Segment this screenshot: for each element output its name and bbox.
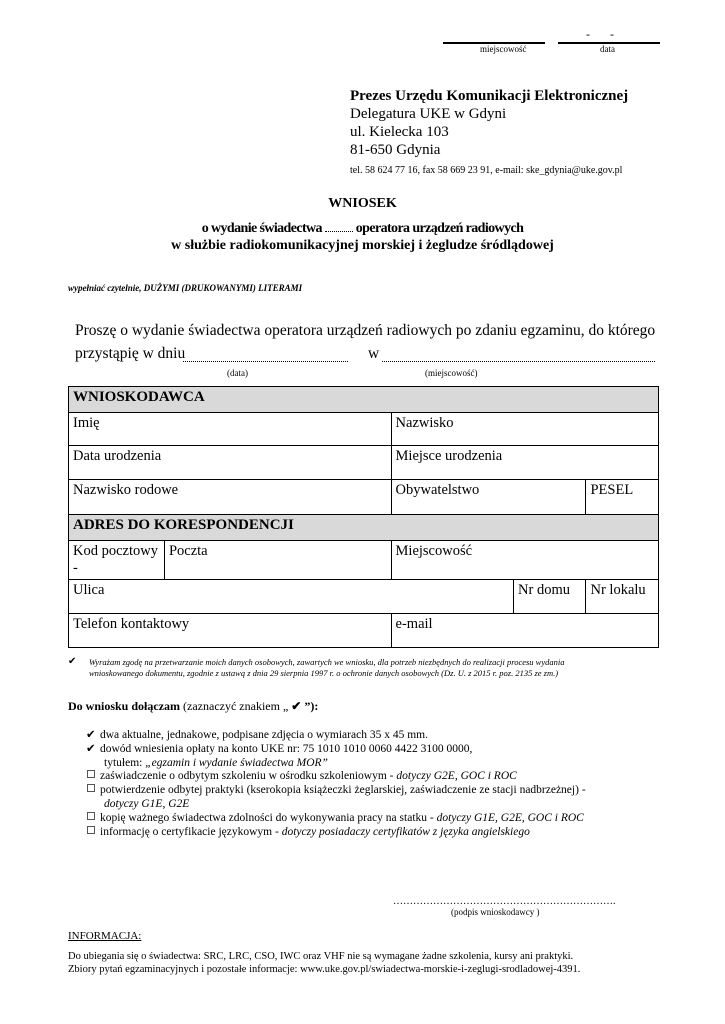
birth-place-label: Miejsce urodzenia bbox=[395, 448, 503, 464]
attachment-item-fitness[interactable] bbox=[86, 812, 666, 826]
page-title: WNIOSEK bbox=[328, 196, 397, 211]
addressee-contact: tel. 58 624 77 16, fax 58 669 23 91, e-mail: ske_gdynia@uke.gov.pl bbox=[350, 165, 623, 176]
family-name-field[interactable] bbox=[69, 480, 392, 515]
phone-label: Telefon kontaktowy bbox=[73, 616, 190, 632]
birth-place-field[interactable] bbox=[391, 446, 658, 480]
exam-place-caption: (miejscowość) bbox=[425, 368, 478, 378]
checkmark-icon[interactable]: ✔ bbox=[86, 729, 96, 741]
info-text bbox=[68, 950, 580, 976]
street-label: Ulica bbox=[73, 582, 105, 598]
flat-no-field[interactable] bbox=[586, 580, 659, 614]
exam-place-field[interactable] bbox=[382, 347, 655, 362]
checkbox-icon[interactable] bbox=[87, 812, 95, 820]
birth-date-field[interactable] bbox=[69, 446, 392, 480]
request-line-1: Proszę o wydanie świadectwa operatora urządzeń radiowych po zdaniu egzaminu, do którego bbox=[75, 322, 656, 339]
payment-title-label: tytułem: bbox=[104, 756, 146, 769]
request-line-2-a: przystąpię w dniu bbox=[75, 345, 186, 362]
addressee-line-1: Prezes Urzędu Komunikacji Elektronicznej bbox=[350, 88, 629, 104]
attachments-heading-end: ”): bbox=[301, 699, 319, 713]
attachment-item-training-note: dotyczy G2E, GOC i ROC bbox=[396, 770, 517, 783]
title-line-1 bbox=[0, 221, 725, 237]
checkbox-icon[interactable] bbox=[87, 826, 95, 834]
attachment-item-payment-title bbox=[86, 757, 666, 771]
pesel-field[interactable] bbox=[586, 480, 659, 515]
attachment-item-language-text: informację o certyfikacie językowym - bbox=[100, 825, 282, 838]
title-line-1a: o wydanie świadectwa bbox=[201, 221, 322, 236]
family-name-label: Nazwisko rodowe bbox=[73, 482, 179, 498]
checkmark-icon: ✔ bbox=[291, 699, 302, 713]
birth-date-label: Data urodzenia bbox=[73, 448, 162, 464]
postal-code-dash: - bbox=[73, 560, 78, 576]
title-line-2: w służbie radiokomunikacyjnej morskiej i żegludze śródlądowej bbox=[171, 238, 554, 253]
info-heading: INFORMACJA: bbox=[68, 930, 142, 942]
place-label: miejscowość bbox=[480, 44, 527, 54]
date-separator-1: - bbox=[586, 27, 590, 41]
attachment-item-language-note: dotyczy posiadaczy certyfikatów z języka angielskiego bbox=[281, 825, 530, 838]
signature-caption: (podpis wnioskodawcy ) bbox=[451, 907, 540, 917]
last-name-field[interactable] bbox=[391, 413, 658, 446]
citizenship-label: Obywatelstwo bbox=[395, 482, 480, 498]
attachment-item-photos[interactable] bbox=[86, 729, 666, 743]
attachment-item-fitness-note: dotyczy G1E, G2E, GOC i ROC bbox=[436, 811, 584, 824]
consent-line-1: Wyrażam zgodę na przetwarzanie moich danych osobowych, zawartych we wniosku, dla potrzeb niezbędnych do realizacji procesu wydania bbox=[89, 657, 565, 667]
postal-code-label: Kod pocztowy bbox=[73, 543, 158, 559]
attachments-heading bbox=[68, 699, 318, 714]
payment-title-value: „egzamin i wydanie świadectwa MOR” bbox=[145, 756, 328, 769]
post-office-label: Poczta bbox=[168, 543, 208, 559]
attachment-item-training-text: zaświadczenie o odbytym szkoleniu w ośrodku szkoleniowym - bbox=[100, 770, 397, 783]
postal-code-field[interactable] bbox=[69, 541, 165, 580]
request-line-2-b: w bbox=[368, 345, 380, 362]
attachment-item-practice-text: potwierdzenie odbytej praktyki (kserokopia książeczki żeglarskiej, zaświadczenie ze stacji nadbrzeżnej) - bbox=[100, 784, 586, 797]
attachments-list bbox=[86, 729, 666, 839]
house-no-field[interactable] bbox=[514, 580, 586, 614]
first-name-field[interactable] bbox=[69, 413, 392, 446]
email-field[interactable] bbox=[391, 614, 658, 648]
info-line-2: Zbiory pytań egzaminacyjnych i pozostałe informacje: www.uke.gov.pl/swiadectwa-morskie-i-zeglugi-srodladowej-4391. bbox=[68, 964, 581, 975]
applicant-form bbox=[68, 386, 659, 648]
applicant-section-header: WNIOSKODAWCA bbox=[69, 387, 659, 413]
checkbox-icon[interactable] bbox=[87, 784, 95, 792]
consent-text bbox=[89, 657, 659, 679]
addressee-line-3: ul. Kielecka 103 bbox=[350, 124, 449, 140]
address-section-header: ADRES DO KORESPONDENCJI bbox=[69, 515, 659, 541]
addressee-block bbox=[350, 87, 628, 180]
last-name-label: Nazwisko bbox=[395, 415, 454, 431]
addressee-line-4: 81-650 Gdynia bbox=[350, 142, 441, 158]
post-office-field[interactable] bbox=[164, 541, 391, 580]
attachment-item-practice-note: dotyczy G1E, G2E bbox=[104, 797, 190, 810]
checkbox-icon[interactable] bbox=[87, 770, 95, 778]
checkmark-icon[interactable]: ✔ bbox=[86, 742, 96, 755]
email-label: e-mail bbox=[395, 616, 433, 632]
date-separator-2: - bbox=[610, 27, 614, 41]
addressee-line-2: Delegatura UKE w Gdyni bbox=[350, 106, 507, 122]
attachments-heading-bold: Do wniosku dołączam bbox=[68, 699, 181, 713]
attachments-heading-rest: (zaznaczyć znakiem „ bbox=[180, 699, 292, 713]
info-line-1: Do ubiegania się o świadectwa: SRC, LRC, CSO, IWC oraz VHF nie są wymagane żadne szkolenia, kursy ani praktyki. bbox=[68, 951, 574, 962]
date-label: data bbox=[600, 44, 615, 54]
pesel-label: PESEL bbox=[590, 482, 634, 498]
signature-field[interactable]: …………………………………………………………. bbox=[393, 896, 616, 907]
attachment-item-payment-text: dowód wniesienia opłaty na konto UKE nr: 75 1010 1010 0060 4422 3100 0000, bbox=[100, 742, 473, 755]
flat-no-label: Nr lokalu bbox=[590, 582, 646, 598]
street-field[interactable] bbox=[69, 580, 514, 614]
city-field[interactable] bbox=[391, 541, 658, 580]
phone-field[interactable] bbox=[69, 614, 392, 648]
consent-line-2: wnioskowanego dokumentu, zgodnie z ustawą z dnia 29 sierpnia 1997 r. o ochronie danych osobowych (Dz. U. z 2015 r. poz. 2135 ze zm.) bbox=[89, 668, 559, 678]
attachment-item-practice[interactable] bbox=[86, 784, 666, 798]
citizenship-field[interactable] bbox=[391, 480, 586, 515]
house-no-label: Nr domu bbox=[518, 582, 570, 598]
title-blank bbox=[325, 231, 353, 232]
attachment-item-training[interactable] bbox=[86, 770, 666, 784]
attachment-item-payment[interactable] bbox=[86, 743, 666, 757]
exam-date-caption: (data) bbox=[227, 368, 248, 378]
attachment-item-language[interactable] bbox=[86, 826, 666, 840]
attachment-item-photos-text: dwa aktualne, jednakowe, podpisane zdjęcia o wymiarach 35 x 45 mm. bbox=[100, 729, 428, 741]
exam-date-field[interactable] bbox=[183, 347, 348, 362]
fill-instruction: wypełniać czytelnie, DUŻYMI (DRUKOWANYMI) LITERAMI bbox=[68, 283, 303, 293]
first-name-label: Imię bbox=[73, 415, 100, 431]
consent-checkmark-icon[interactable]: ✔ bbox=[68, 656, 77, 667]
attachment-item-fitness-text: kopię ważnego świadectwa zdolności do wykonywania pracy na statku - bbox=[100, 811, 437, 824]
city-label: Miejscowość bbox=[395, 543, 473, 559]
title-line-1b: operatora urządzeń radiowych bbox=[355, 221, 524, 236]
